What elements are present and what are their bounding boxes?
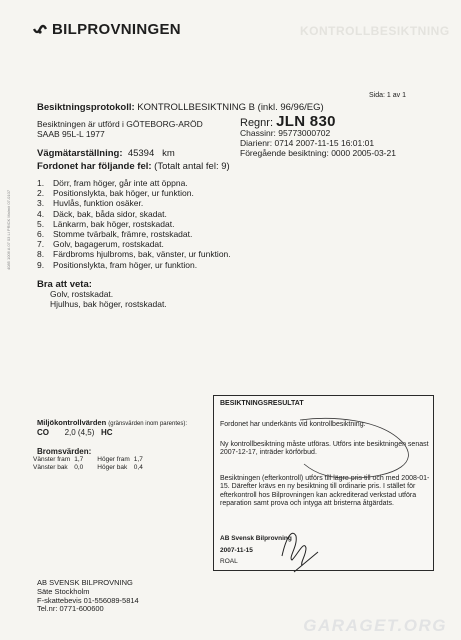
fault-text: Färdbroms hjulbroms, bak, vänster, ur funktion.	[53, 249, 231, 260]
brake-position: Vänster bak	[33, 464, 68, 471]
signature-date: 2007-11-15	[220, 547, 253, 554]
fault-number: 6.	[37, 229, 45, 240]
odometer-value: 45394	[127, 148, 155, 159]
signer-company: AB Svensk Bilprovning	[220, 535, 292, 542]
fault-text: Länkarm, bak höger, rostskadat.	[53, 218, 175, 229]
faults-title: Fordonet har följande fel:	[37, 161, 152, 172]
faults-total: (Totalt antal fel: 9)	[154, 161, 230, 172]
odometer-label: Vägmätarställning:	[37, 148, 123, 159]
brake-value: 0,4	[133, 464, 143, 471]
fault-number: 7.	[37, 239, 45, 250]
footer	[37, 579, 139, 614]
hc-label: HC	[101, 428, 113, 437]
fault-text: Huvlås, funktion osäker.	[53, 198, 144, 209]
note-item: Hjulhus, bak höger, rostskadat.	[50, 299, 167, 309]
chassis-number: Chassinr: 95773000702	[240, 128, 331, 138]
brake-value: 1,7	[74, 456, 84, 463]
previous-inspection: Föregående besiktning: 0000 2005-03-21	[240, 148, 396, 158]
result-verdict: Fordonet har underkänts vid kontrollbesiktning.	[220, 421, 366, 428]
odometer-unit: km	[162, 148, 175, 159]
fault-number: 3.	[37, 198, 45, 209]
inspection-location: Besiktningen är utförd i GÖTEBORG-ARÖD	[37, 119, 203, 129]
fault-text: Däck, bak, båda sidor, skadat.	[53, 208, 167, 219]
fault-text: Positionslykta, bak höger, ur funktion.	[53, 188, 194, 199]
ghost-header-text: KONTROLLBESIKTNING	[300, 24, 450, 38]
fault-text: Positionslykta, fram höger, ur funktion.	[53, 259, 198, 270]
vehicle-model: SAAB 95L-L 1977	[37, 129, 105, 139]
footer-company: AB SVENSK BILPROVNING	[37, 578, 133, 587]
footer-phone: Tel.nr: 0771-600600	[37, 604, 104, 614]
regnr-value: JLN 830	[276, 113, 336, 130]
footer-tax-id: F-skattebevis 01-556089-5814	[37, 595, 139, 605]
notes-title: Bra att veta:	[37, 279, 92, 290]
fault-number: 5.	[37, 218, 45, 229]
regnr-label: Regnr:	[240, 117, 274, 129]
result-title: BESIKTNINGSRESULTAT	[220, 400, 304, 407]
brake-value: 0,0	[74, 464, 84, 471]
note-item: Golv, rostskadat.	[50, 289, 114, 299]
brake-value: 1,7	[133, 456, 143, 463]
page-number: Sida: 1 av 1	[369, 92, 406, 99]
handwritten-ellipse	[300, 418, 408, 478]
fault-number: 2.	[37, 188, 45, 199]
emissions-subtitle: (gränsvärden inom parentes):	[108, 421, 187, 427]
fault-text: Stomme tvärbalk, främre, rostskadat.	[53, 229, 193, 240]
emissions-title: Miljökontrollvärden	[37, 418, 107, 427]
watermark	[303, 616, 447, 636]
result-reinspection: Ny kontrollbesiktning måste utföras. Utförs inte besiktningen senast 2007-12-17, inträder körförbud.	[220, 441, 429, 457]
co-label: CO	[37, 428, 49, 437]
fault-number: 9.	[37, 259, 45, 270]
fault-number: 8.	[37, 249, 45, 260]
brake-position: Vänster fram	[33, 456, 71, 463]
brake-position: Höger fram	[97, 456, 130, 463]
protocol-type: KONTROLLBESIKTNING B (inkl. 96/96/EG)	[137, 102, 324, 113]
signature-initials: ROAL	[220, 558, 238, 565]
brake-position: Höger bak	[97, 464, 128, 471]
result-followup: Besiktningen (efterkontroll) utförs till lägre pris till och med 2008-01-15. Därefter krävs en ny besiktning till ordinarie pris. I stället för efterkontroll hos Bilprovningen kan ackrediterad verkstad utföra reparation samt prova och intyga att bristerna åtgärdats.	[220, 475, 430, 508]
brakes-title: Bromsvärden:	[37, 447, 92, 456]
fault-number: 1.	[37, 178, 45, 188]
co-value: 2,0 (4,5)	[64, 428, 95, 437]
handwritten-signature	[282, 533, 318, 572]
watermark-main: GARAGET	[303, 616, 398, 635]
fault-text: Dörr, fram höger, går inte att öppna.	[53, 178, 188, 188]
side-print-text: 4085 1006 A 07 03 LI PRICK Malmö 07-0107	[6, 189, 11, 270]
fault-text: Golv, bagagerum, rostskadat.	[53, 239, 164, 250]
brand-name: BILPROVNINGEN	[52, 21, 181, 38]
diary-number: Diarienr: 0714 2007-11-15 16:01:01	[240, 138, 375, 148]
watermark-suffix: .ORG	[397, 616, 447, 635]
footer-seat: Säte Stockholm	[37, 586, 90, 596]
fault-number: 4.	[37, 208, 45, 219]
protocol-label: Besiktningsprotokoll:	[37, 102, 135, 113]
